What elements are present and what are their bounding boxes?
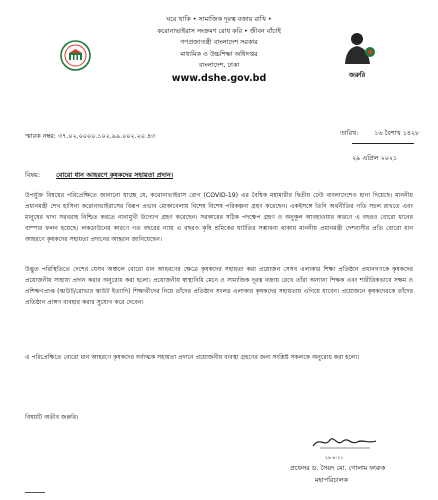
government-line: গণপ্রজাতন্ত্রী বাংলাদেশ সরকার — [180, 38, 258, 46]
signatory-designation: মহাপরিচালক — [315, 476, 348, 484]
date-divider — [352, 143, 414, 144]
date-english: ২৯ এপ্রিল ২০২১ — [352, 154, 398, 162]
directorate-line: মাধ্যমিক ও উচ্চশিক্ষা অধিদপ্তর — [180, 49, 258, 58]
signature-mark — [310, 432, 380, 452]
memo-number-row — [25, 131, 155, 142]
signature-date: ২৯-৪-২১ — [325, 456, 344, 461]
date-bengali: ১৬ বৈশাখ ১৪২৮ — [374, 129, 420, 137]
portrait-emblem-icon — [340, 28, 376, 66]
date-bengali-row — [340, 128, 419, 139]
city-line: বাংলাদেশ, ঢাকা — [198, 61, 240, 69]
date-label: তারিখ: — [340, 129, 359, 137]
memo-label: স্মারক নম্বর: — [25, 132, 56, 140]
urgent-label: জরুরি — [349, 71, 366, 79]
subject-text: বোরো ধান আহরণে কৃষকদের সহায়তা প্রদান। — [56, 171, 174, 179]
memo-number: ৩৭.০২.০০০০.১০২.৯৯.০০২.২০.৪৩ — [57, 132, 156, 140]
website-link[interactable]: www.dshe.gov.bd — [171, 72, 267, 84]
motto-line: ঘরে থাকি • সামাজিক দূরত্ব বজায় রাখি • — [166, 15, 272, 23]
subject-line — [25, 170, 173, 181]
body-paragraph-1: উপর্যুক্ত বিষয়ের পরিপ্রেক্ষিতে জানানো যাচ্ছে যে, করোনাভাইরাস রোগ (COVID-19) এর বৈশ্বিক মহামারীর দ্বিতীয় ঢেউ বাংলাদেশেও হানা দিয়েছে। মাননীয় প্রধানমন্ত্রী শেখ হাসিনা করোনাভাইরাসের বিরূপ প্রভাব মোকাবেলায় বিশেষ বিশেষ পরিকল্পনা গ্রহণ করেছেন। একইসঙ্গে তিনি অর্থনীতির গতি সচল রাখতে এবং মানুষের খাদ্য সরবরাহ নিশ্চিত করতে নানামুখী উদ্যোগ গ্রহণ করেছেন। সরকারের সঠিক পদক্ষেপ গ্রহণ ও অনুকূল আবহাওয়ার কারণে এ বছরও বোরো ধানের বাম্পার ফলন হয়েছে। লকডাউনের কারণে গত বছরের ন্যায় এ বছরও কৃষি শ্রমিকের ঘাটতির সম্ভাবনা থাকায় মাননীয় প্রধানমন্ত্রী দেশবাসীর প্রতি বোরো ধান আহরণে কৃষকদের সহায়তা প্রদানের আহ্বান জানিয়েছেন। — [25, 192, 413, 243]
body-paragraph-4: বিষয়টি অতীব জরুরি। — [25, 414, 79, 421]
letterhead — [60, 14, 378, 85]
body-paragraph-3: এ পরিপ্রেক্ষিতে বোরো ধান আহরণে কৃষকদের সর্বাত্মক সহায়তা প্রদানে প্রয়োজনীয় ব্যবস্থা গ্রহণের জন্য সংশ্লিষ্ট সকলকে অনুরোধ করা হলো। — [25, 354, 360, 361]
subject-label: বিষয়: — [25, 171, 41, 179]
body-paragraph-2: উদ্ভূত পরিস্থিতিতে দেশের যেসব অঞ্চলে বোরো ধান আহরণের ক্ষেত্রে কৃষকদের সহায়তা করা প্রয়োজন সেসব এলাকার শিক্ষা প্রতিষ্ঠান প্রধানগণকে কৃষকদের প্রয়োজনীয় সাহায্য প্রদান করার অনুরোধ করা হলো। প্রয়োজনীয় স্বাস্থ্যবিধি মেনে ও সামাজিক দূরত্ব বজায় রেখে তাঁরা অন্যান্য শিক্ষক এবং শারীরিকভাবে সক্ষম ও প্রশিক্ষণপ্রাপ্ত (স্কাউট/রোভার স্কাউট ইত্যাদি) শিক্ষার্থীদের নিয়ে তাঁদের প্রতিষ্ঠান সংলগ্ন এলাকার কৃষকদের সহায়তায় এগিয়ে যাবেন। প্রয়োজনে কৃষকদেরকে তাঁদের প্রতিষ্ঠান প্রাঙ্গণ ব্যবহার করার সুযোগ করে দেবেন। — [25, 266, 413, 306]
footer-divider — [25, 492, 45, 493]
signatory-name: প্রফেসর ড. সৈয়দ মো. গোলাম ফারুক — [290, 464, 386, 472]
corona-line: করোনাভাইরাস সংক্রমণ রোধ করি • জীবন বাঁচাই — [157, 26, 281, 35]
